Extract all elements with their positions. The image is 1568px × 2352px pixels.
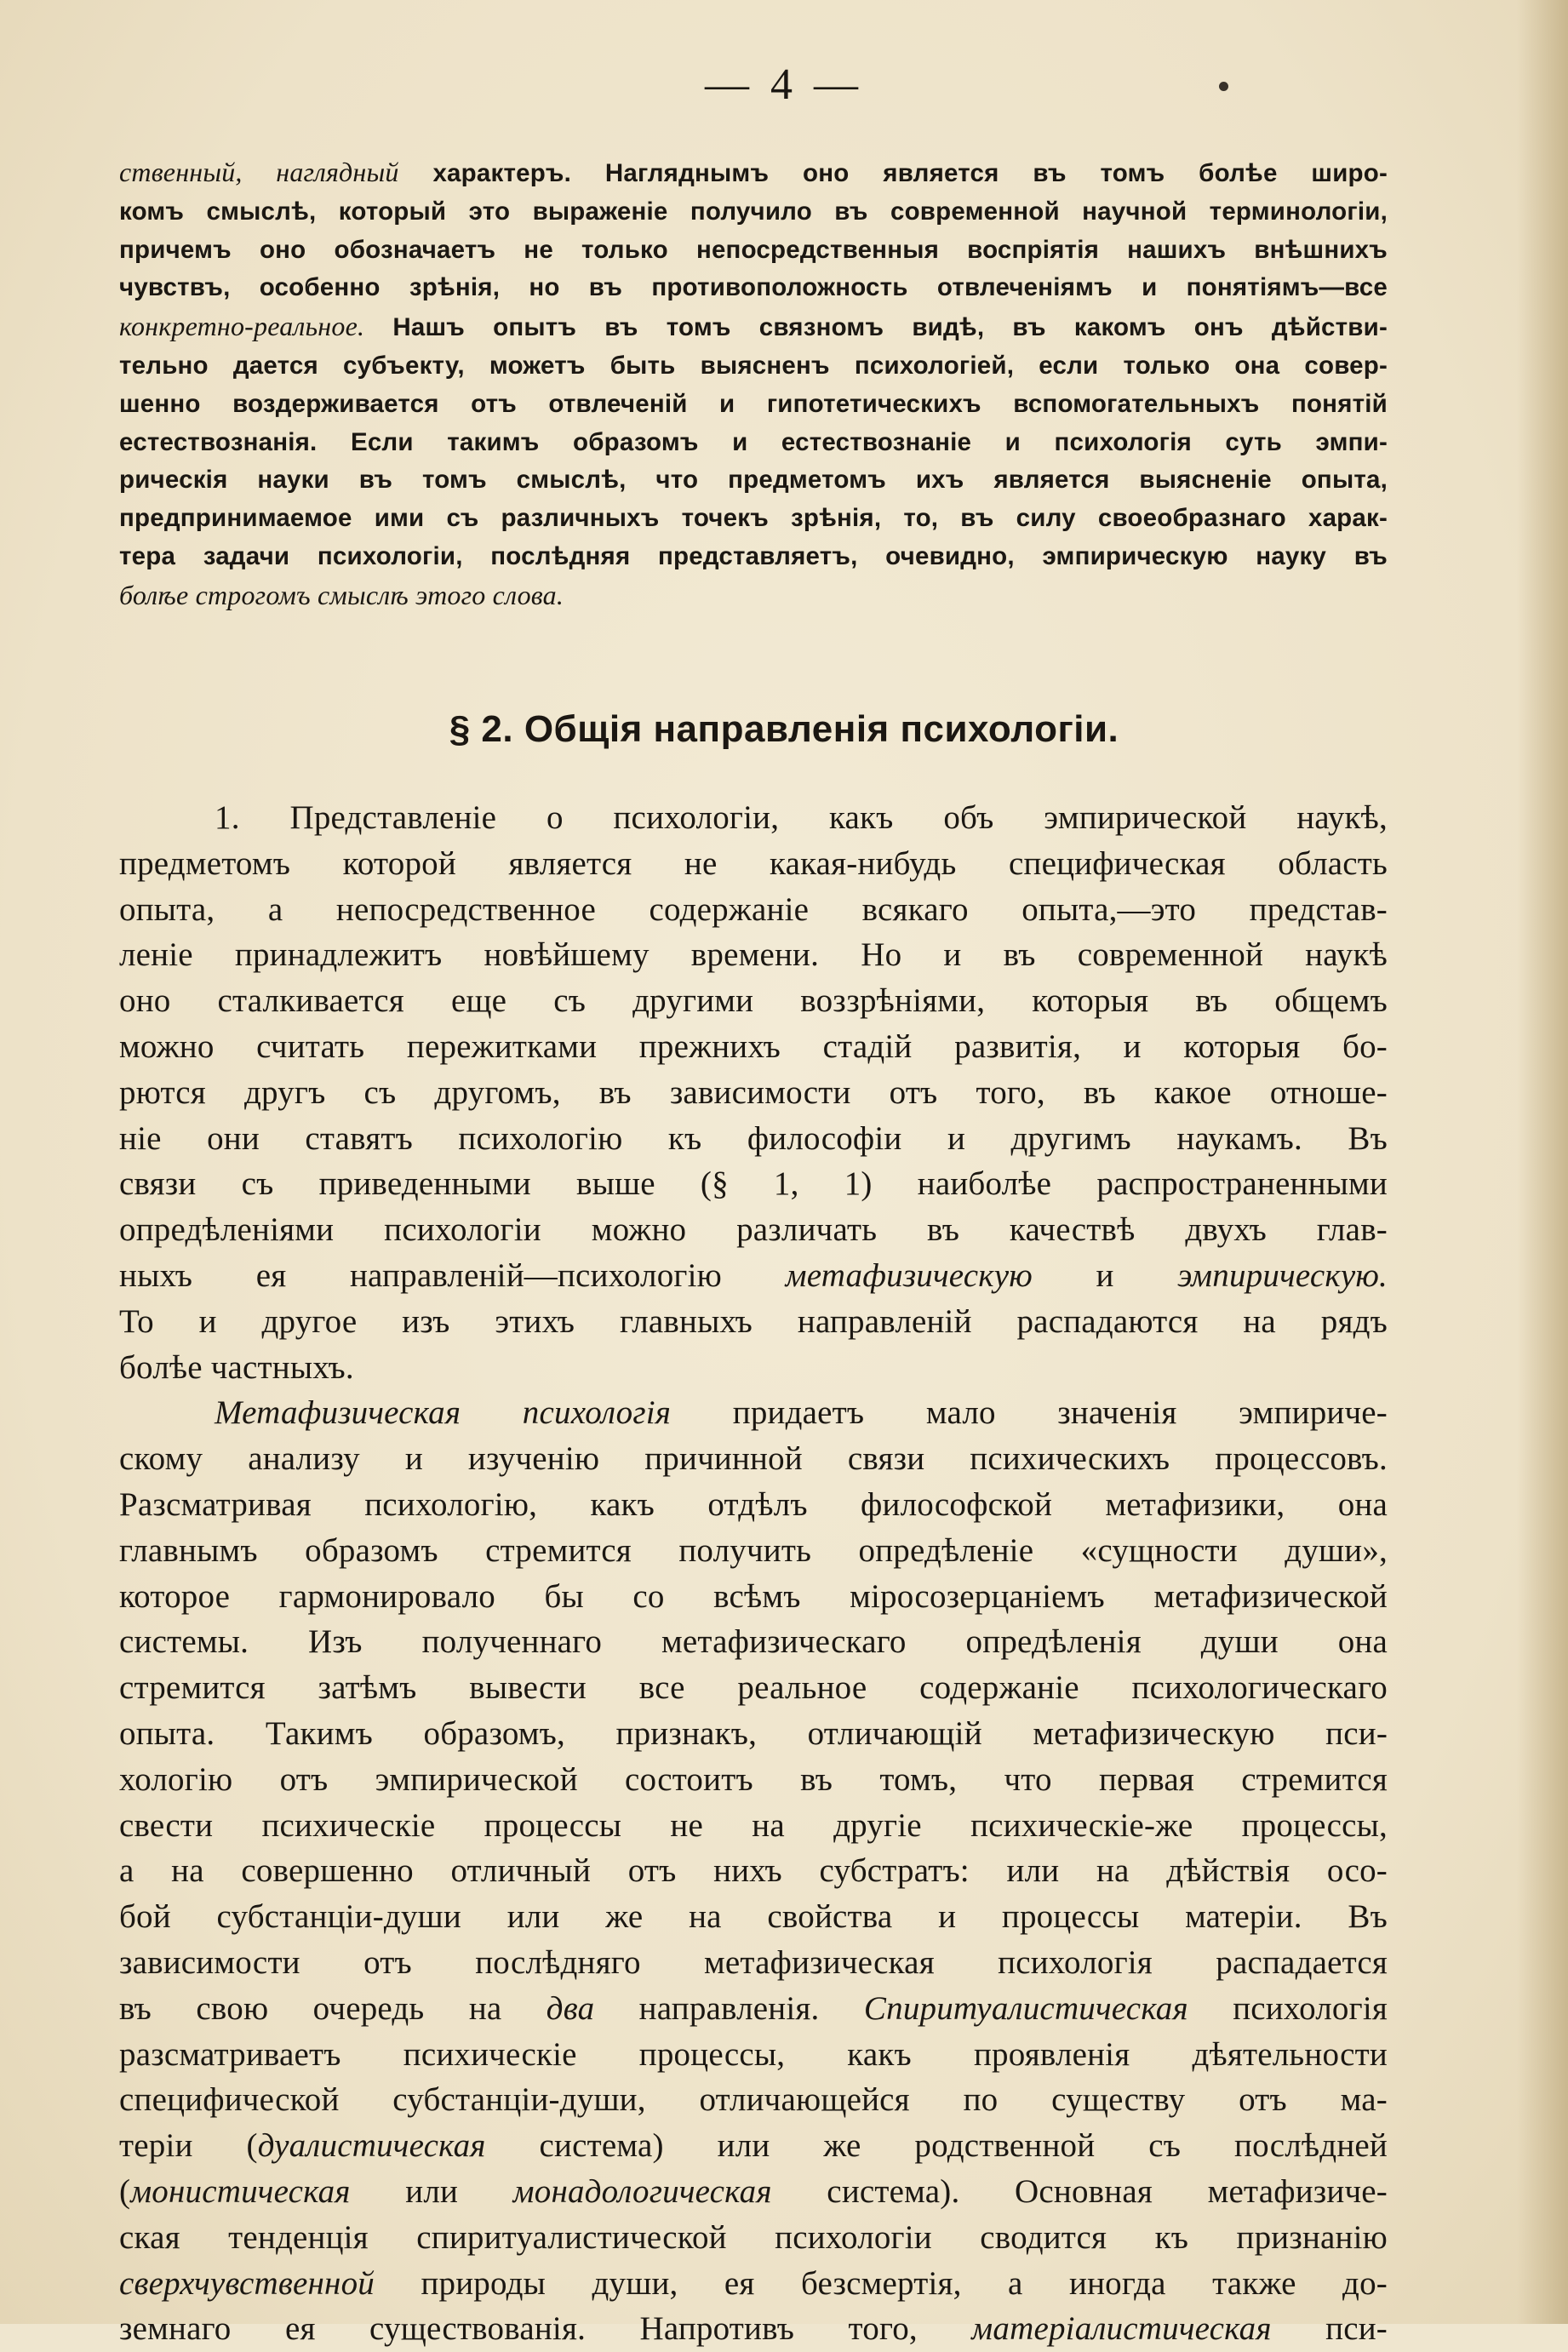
italic-text: Спиритуалистическая xyxy=(863,1989,1188,2027)
text-line xyxy=(119,1116,1388,1162)
text-line xyxy=(119,500,1388,538)
text-segment: разсматриваетъ психическіе процессы, какъ проявленія дѣятельности xyxy=(119,2035,1388,2073)
italic-text: болѣе строгомъ смыслѣ этого слова. xyxy=(119,579,564,610)
text-segment: и xyxy=(1032,1256,1178,1294)
text-line xyxy=(119,2032,1388,2078)
text-segment: въ свою очередь на xyxy=(119,1989,547,2027)
text-segment: То и другое изъ этихъ главныхъ направленій распадаются на рядъ xyxy=(119,1302,1388,1340)
text-line xyxy=(119,1024,1388,1070)
top-paragraph xyxy=(119,153,1388,616)
text-segment: главнымъ образомъ стремится получить опредѣленіе «сущности души», xyxy=(119,1531,1388,1569)
text-line xyxy=(119,1986,1388,2032)
text-line xyxy=(119,1436,1388,1482)
text-segment: опыта, а непосредственное содержаніе всякаго опыта,—это представ- xyxy=(119,890,1388,928)
text-line xyxy=(119,1757,1388,1803)
text-segment: естествознанія. Если такимъ образомъ и естествознаніе и психологія суть эмпи- xyxy=(119,427,1388,456)
text-line xyxy=(119,1161,1388,1207)
text-line xyxy=(119,576,1388,616)
text-line xyxy=(119,1894,1388,1940)
section-heading: § 2. Общія направленія психологіи. xyxy=(449,708,1119,750)
text-segment: шенно воздерживается отъ отвлеченій и гипотетическихъ вспомогательныхъ понятій xyxy=(119,389,1388,418)
text-segment: связи съ приведенными выше (§ 1, 1) наиболѣе распространенными xyxy=(119,1165,1388,1203)
text-line xyxy=(119,307,1388,347)
text-segment: характеръ. Нагляднымъ оно является въ томъ болѣе широ- xyxy=(398,159,1388,187)
text-line xyxy=(119,1299,1388,1345)
text-segment: бой субстанціи-души или же на свойства и процессы матеріи. Въ xyxy=(119,1898,1388,1936)
text-segment: ныхъ ея направленій—психологію xyxy=(119,1256,786,1294)
italic-text: Метафизическая психологія xyxy=(215,1394,672,1432)
italic-text: два xyxy=(546,1989,595,2027)
text-line xyxy=(119,887,1388,933)
text-segment: зависимости отъ послѣдняго метафизическая психологія распадается xyxy=(119,1943,1388,1981)
text-segment: предпринимаемое ими съ различныхъ точекъ зрѣнія, то, въ силу своеобразнаго харак- xyxy=(119,504,1388,533)
text-line xyxy=(119,1940,1388,1986)
italic-text: эмпирическую. xyxy=(1177,1256,1388,1294)
text-segment: а на совершенно отличный отъ нихъ субстратъ: или на дѣйствія осо- xyxy=(119,1852,1388,1890)
text-segment: оно сталкивается еще съ другими воззрѣніями, которыя въ общемъ xyxy=(119,982,1388,1020)
text-line xyxy=(119,2215,1388,2261)
text-segment: опыта. Такимъ образомъ, признакъ, отличающій метафизическую пси- xyxy=(119,1714,1388,1752)
text-segment: предметомъ которой является не какая-нибудь специфическая область xyxy=(119,844,1388,882)
text-line xyxy=(119,538,1388,576)
text-line xyxy=(119,232,1388,270)
text-segment: скому анализу и изученію причинной связи психическихъ процессовъ. xyxy=(119,1440,1388,1478)
text-line xyxy=(119,1528,1388,1574)
text-segment: причемъ оно обозначаетъ не только непосредственныя воспріятія нашихъ внѣшнихъ xyxy=(119,235,1388,264)
italic-text: метафизическую xyxy=(785,1256,1033,1294)
text-segment: придаетъ мало значенія эмпириче- xyxy=(671,1394,1388,1432)
text-line xyxy=(119,841,1388,887)
text-segment: специфической субстанціи-души, отличающейся по существу отъ ма- xyxy=(119,2081,1388,2119)
text-segment: тельно дается субъекту, можетъ быть выясненъ психологіей, если только она совер- xyxy=(119,351,1388,380)
text-segment: пси- xyxy=(1271,2310,1388,2348)
text-line xyxy=(119,2077,1388,2123)
page-number: — 4 — xyxy=(705,60,863,109)
text-segment: Разсматривая психологію, какъ отдѣлъ философской метафизики, она xyxy=(119,1485,1388,1523)
text-segment: опредѣленіями психологіи можно различать въ качествѣ двухъ глав- xyxy=(119,1211,1388,1249)
text-line xyxy=(119,1619,1388,1665)
text-line xyxy=(119,795,1388,841)
text-segment: 1. Представленіе о психологіи, какъ объ эмпирической наукѣ, xyxy=(215,799,1388,836)
text-segment: леніе принадлежитъ новѣйшему времени. Но и въ современной наукѣ xyxy=(119,936,1388,974)
text-segment: ніе они ставятъ психологію къ философіи и другимъ наукамъ. Въ xyxy=(119,1119,1388,1157)
text-segment: болѣе частныхъ. xyxy=(119,1348,354,1386)
text-line xyxy=(119,386,1388,424)
text-segment: Нашъ опытъ въ томъ связномъ видѣ, въ какомъ онъ дѣйстви- xyxy=(364,313,1388,342)
italic-text: дуалистическая xyxy=(257,2127,486,2165)
text-line xyxy=(119,2306,1388,2352)
text-line xyxy=(119,1207,1388,1253)
text-line xyxy=(119,269,1388,307)
text-line xyxy=(119,424,1388,462)
italic-text: ственный, наглядный xyxy=(119,157,399,187)
text-line xyxy=(119,2169,1388,2215)
text-line xyxy=(119,1848,1388,1894)
text-segment: природы души, ея безсмертія, а иногда также до- xyxy=(375,2264,1388,2302)
text-line xyxy=(119,1665,1388,1711)
text-segment: рются другъ съ другомъ, въ зависимости отъ того, въ какое отноше- xyxy=(119,1073,1388,1111)
italic-text: матеріалистическая xyxy=(971,2310,1272,2348)
text-line xyxy=(119,347,1388,386)
italic-text: монистическая xyxy=(130,2172,351,2210)
text-line xyxy=(119,461,1388,500)
text-line xyxy=(119,1345,1388,1391)
text-segment: свести психическіе процессы не на другіе психическіе-же процессы, xyxy=(119,1806,1388,1844)
text-segment: тера задачи психологіи, послѣдняя представляетъ, очевидно, эмпирическую науку въ xyxy=(119,541,1388,570)
text-line xyxy=(119,1070,1388,1116)
text-line xyxy=(119,978,1388,1024)
text-segment: стремится затѣмъ вывести все реальное содержаніе психологическаго xyxy=(119,1669,1388,1707)
text-line xyxy=(119,153,1388,193)
text-segment: система) или же родственной съ послѣдней xyxy=(485,2127,1388,2165)
text-segment: ская тенденція спиритуалистической психологіи сводится къ признанію xyxy=(119,2218,1388,2256)
italic-text: монадологическая xyxy=(512,2172,772,2210)
text-line xyxy=(119,1574,1388,1620)
text-line xyxy=(119,1803,1388,1849)
text-segment: хологію отъ эмпирической состоитъ въ томъ, что первая стремится xyxy=(119,1760,1388,1798)
text-segment: ( xyxy=(119,2172,131,2210)
text-segment: комъ смыслѣ, который это выраженіе получило въ современной научной терминологіи, xyxy=(119,197,1388,226)
text-segment: чувствъ, особенно зрѣнія, но въ противоположность отвлеченіямъ и понятіямъ—все xyxy=(119,273,1388,302)
text-line xyxy=(119,2123,1388,2169)
text-segment: направленія. xyxy=(594,1989,864,2027)
text-segment: система). Основная метафизиче- xyxy=(771,2172,1388,2210)
text-line xyxy=(119,1390,1388,1436)
italic-text: сверхчувственной xyxy=(119,2264,375,2302)
text-segment: рическія науки въ томъ смыслѣ, что предметомъ ихъ является выясненіе опыта, xyxy=(119,466,1388,495)
text-segment: или xyxy=(350,2172,513,2210)
text-line xyxy=(119,1253,1388,1299)
text-segment: можно считать пережитками прежнихъ стадій развитія, и которыя бо- xyxy=(119,1027,1388,1065)
main-text xyxy=(119,795,1388,2352)
text-line xyxy=(119,932,1388,978)
text-segment: теріи ( xyxy=(119,2127,258,2165)
ink-spot xyxy=(1219,82,1228,91)
text-segment: земнаго ея существованія. Напротивъ того, xyxy=(119,2310,972,2348)
italic-text: конкретно-реальное. xyxy=(119,311,365,342)
text-line xyxy=(119,193,1388,232)
text-line xyxy=(119,1711,1388,1757)
text-line xyxy=(119,1482,1388,1528)
text-segment: психологія xyxy=(1187,1989,1388,2027)
text-segment: которое гармонировало бы со всѣмъ міросозерцаніемъ метафизической xyxy=(119,1577,1388,1615)
text-line xyxy=(119,2261,1388,2307)
text-segment: системы. Изъ полученнаго метафизическаго опредѣленія души она xyxy=(119,1623,1388,1661)
